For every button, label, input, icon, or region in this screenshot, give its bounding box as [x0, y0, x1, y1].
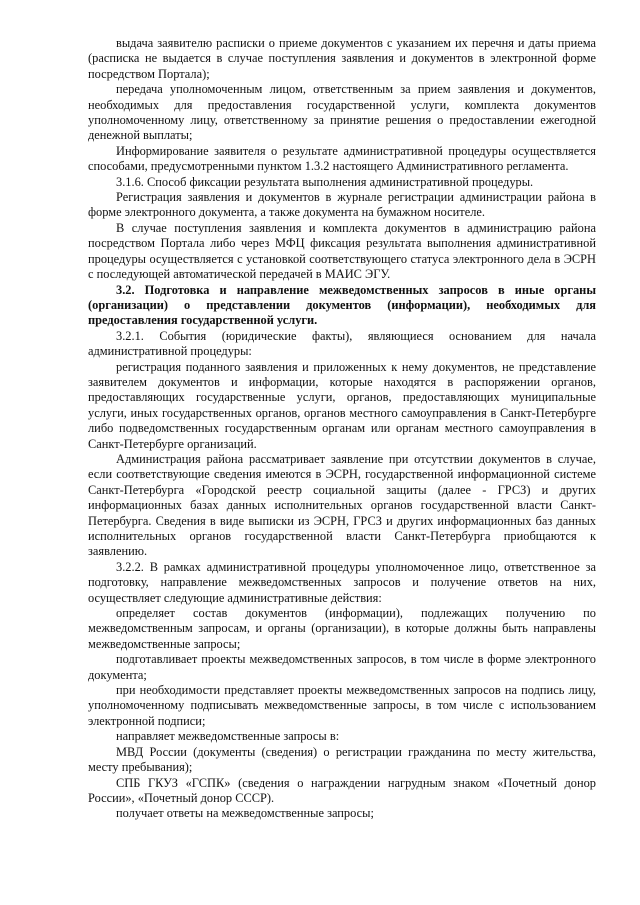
document-page — [88, 36, 596, 822]
paragraph: направляет межведомственные запросы в: — [116, 729, 340, 744]
paragraph: 3.1.6. Способ фиксации результата выполнения административной процедуры. — [116, 174, 534, 189]
paragraph: при необходимости представляет проекты межведомственных запросов на подпись лицу, уполномоченному подписывать межведомственные запросы, в том числе с использованием электронной подписи; — [88, 683, 596, 728]
section-heading: 3.2. Подготовка и направление межведомственных запросов в иные органы (организации) о представлении документов (информации), необходимых для предоставления государственной услуги. — [88, 282, 596, 328]
paragraph: Информирование заявителя о результате административной процедуры осуществляется способами, предусмотренными пунктом 1.3.2 настоящего Административного регламента. — [88, 143, 596, 174]
paragraph: регистрация поданного заявления и приложенных к нему документов, не представление заявителем документов и информации, которые находятся в распоряжении органов, предоставляющих государственные услуги, органов, предоставляющих муниципальные услуги, иных государственных органов, органов местного самоуправления в Санкт-Петербурге либо подведомственных государственным органам или органам местного самоуправления в Санкт-Петербурге организаций. — [88, 359, 596, 451]
paragraph: определяет состав документов (информации), подлежащих получению по межведомственным запросам, и органы (организации), в которые должны быть направлены межведомственные запросы; — [88, 606, 596, 651]
paragraph: В случае поступления заявления и комплекта документов в администрацию района посредством Портала либо через МФЦ фиксация результата выполнения административной процедуры осуществляется с установкой соответствующего статуса электронного дела в ЭСРН с последующей автоматической передачей в МАИС ЭГУ. — [88, 220, 596, 282]
paragraph: передача уполномоченным лицом, ответственным за прием заявления и документов, необходимых для предоставления государственной услуги, комплекта документов уполномоченному лицу, ответственному за принятие решения о предоставлении ежегодной денежной выплаты; — [88, 82, 596, 143]
paragraph: 3.2.2. В рамках административной процедуры уполномоченное лицо, ответственное за подготовку, направление межведомственных запросов и получение ответов на них, осуществляет следующие административные действия: — [88, 559, 596, 605]
paragraph: Регистрация заявления и документов в журнале регистрации администрации района в форме электронного документа, а также документа на бумажном носителе. — [88, 190, 596, 220]
paragraph: СПБ ГКУЗ «ГСПК» (сведения о награждении нагрудным знаком «Почетный донор России», «Почетный донор СССР). — [88, 775, 596, 805]
paragraph: 3.2.1. События (юридические факты), являющиеся основанием для начала административной процедуры: — [88, 328, 596, 359]
paragraph: выдача заявителю расписки о приеме документов с указанием их перечня и даты приема (расписка не выдается в случае поступления заявления и документов в электронной форме посредством Портала); — [88, 36, 596, 81]
paragraph: МВД России (документы (сведения) о регистрации гражданина по месту жительства, месту пребывания); — [88, 744, 596, 775]
paragraph: Администрация района рассматривает заявление при отсутствии документов в случае, если соответствующие сведения имеются в ЭСРН, государственной информационной системе Санкт-Петербурга «Городской реестр социальной защиты (далее - ГРСЗ) и других информационных базах данных исполнительных органов государственной власти Санкт-Петербурга. Сведения в виде выписки из ЭСРН, ГРСЗ и других информационных баз данных исполнительных органов государственной власти Санкт-Петербурга приобщаются к заявлению. — [88, 451, 596, 559]
paragraph: получает ответы на межведомственные запросы; — [116, 806, 374, 821]
paragraph: подготавливает проекты межведомственных запросов, в том числе в форме электронного документа; — [88, 652, 596, 682]
